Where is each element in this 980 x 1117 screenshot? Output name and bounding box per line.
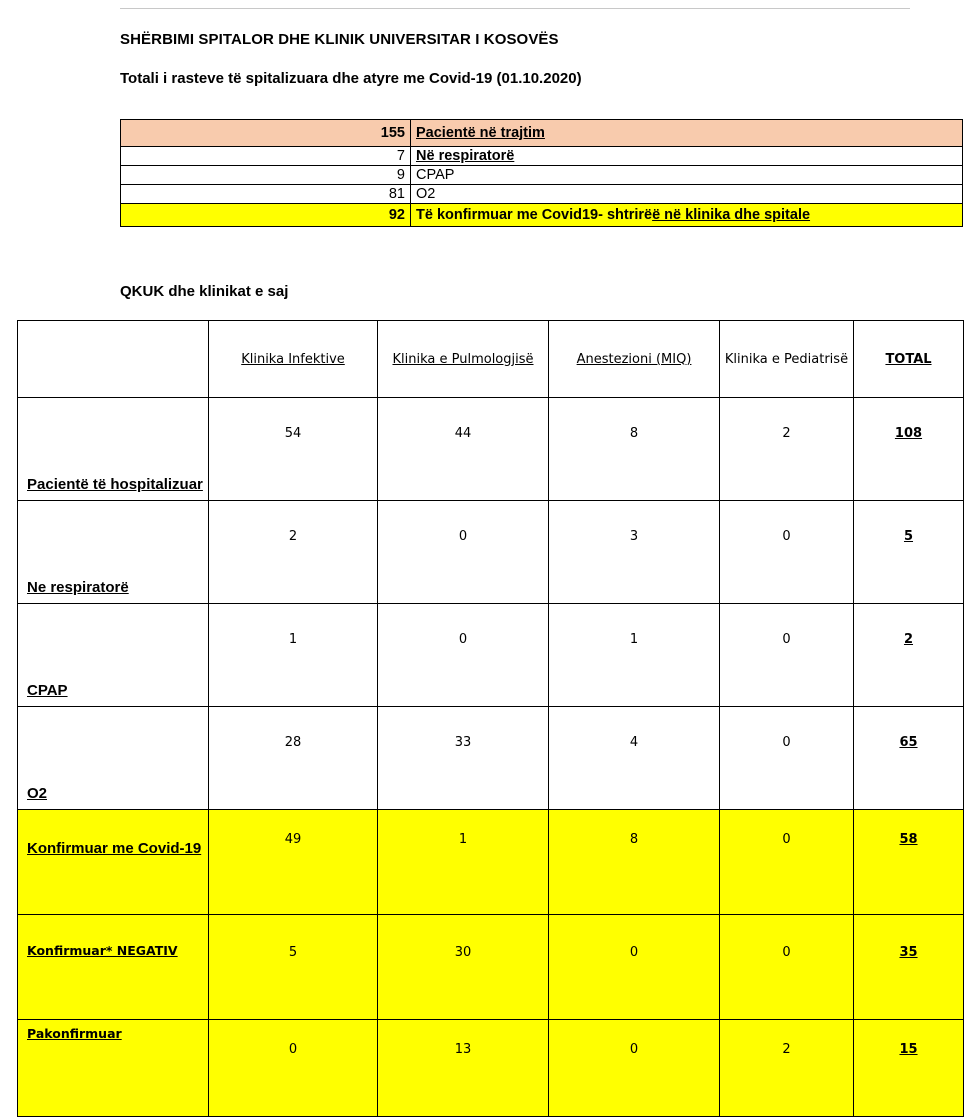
cell-value: 8 — [549, 810, 720, 915]
table-row — [18, 915, 964, 1020]
cell-value: 0 — [209, 1020, 378, 1117]
cell-value: 28 — [209, 707, 378, 810]
cell-total: 65 — [854, 707, 964, 810]
cell-value: 0 — [549, 1020, 720, 1117]
col-header: Klinika e Pulmologjisë — [378, 321, 549, 398]
summary-row-respirator — [121, 147, 963, 166]
cell-value: 5 — [209, 915, 378, 1020]
cell-value: 1 — [209, 604, 378, 707]
row-label: Konfirmuar* NEGATIV — [18, 915, 209, 1020]
table-row — [18, 707, 964, 810]
cell-total: 2 — [854, 604, 964, 707]
col-header-total: TOTAL — [854, 321, 964, 398]
cell-value: 0 — [720, 915, 854, 1020]
table-row — [18, 398, 964, 501]
cell-value: 54 — [209, 398, 378, 501]
col-header: Klinika Infektive — [209, 321, 378, 398]
row-label: Konfirmuar me Covid-19 — [18, 810, 209, 915]
col-header: Anestezioni (MIQ) — [549, 321, 720, 398]
cell-value: 0 — [720, 501, 854, 604]
cell-value: 33 — [378, 707, 549, 810]
cell-value: 8 — [549, 398, 720, 501]
table-row — [18, 1020, 964, 1117]
cell-value: 3 — [549, 501, 720, 604]
cell-value: 1 — [378, 810, 549, 915]
cell-total: 58 — [854, 810, 964, 915]
summary-row-o2 — [121, 185, 963, 204]
summary-value: 9 — [121, 166, 411, 185]
cell-value: 44 — [378, 398, 549, 501]
cell-value: 49 — [209, 810, 378, 915]
cell-value: 2 — [720, 398, 854, 501]
cell-value: 2 — [720, 1020, 854, 1117]
cell-value: 0 — [720, 604, 854, 707]
table-row — [18, 604, 964, 707]
cell-value: 1 — [549, 604, 720, 707]
report-subtitle: Totali i rasteve të spitalizuara dhe atyre me Covid-19 (01.10.2020) — [120, 70, 582, 87]
empty-header-cell — [18, 321, 209, 398]
table-row — [18, 810, 964, 915]
cell-value: 0 — [378, 501, 549, 604]
summary-value: 81 — [121, 185, 411, 204]
summary-value: 155 — [121, 120, 411, 147]
summary-label — [411, 204, 963, 227]
summary-row-cpap — [121, 166, 963, 185]
section-title: QKUK dhe klinikat e saj — [120, 283, 289, 300]
summary-label: CPAP — [411, 166, 963, 185]
row-label: Ne respiratorë — [18, 501, 209, 604]
cell-value: 0 — [549, 915, 720, 1020]
cell-value: 0 — [720, 707, 854, 810]
cell-value: 13 — [378, 1020, 549, 1117]
cell-total: 108 — [854, 398, 964, 501]
cell-total: 15 — [854, 1020, 964, 1117]
summary-value: 92 — [121, 204, 411, 227]
row-label: Pacientë të hospitalizuar — [18, 398, 209, 501]
table-row — [18, 501, 964, 604]
cell-value: 2 — [209, 501, 378, 604]
cell-value: 30 — [378, 915, 549, 1020]
col-header: Klinika e Pediatrisë — [720, 321, 854, 398]
clinics-table — [17, 320, 964, 1117]
summary-label: Pacientë në trajtim — [411, 120, 963, 147]
summary-label: Në respiratorë — [411, 147, 963, 166]
cell-total: 35 — [854, 915, 964, 1020]
cell-total: 5 — [854, 501, 964, 604]
table-header — [18, 321, 964, 398]
row-label: O2 — [18, 707, 209, 810]
row-label: CPAP — [18, 604, 209, 707]
institution-title: SHËRBIMI SPITALOR DHE KLINIK UNIVERSITAR I KOSOVËS — [120, 31, 559, 48]
summary-label-underlined: ë në klinika dhe spitale — [652, 207, 811, 223]
summary-value: 7 — [121, 147, 411, 166]
row-label: Pakonfirmuar — [18, 1020, 209, 1117]
cell-value: 0 — [378, 604, 549, 707]
summary-row-confirmed — [121, 204, 963, 227]
summary-label-part: Të konfirmuar me Covid19- shtrirë — [416, 207, 653, 223]
cell-value: 0 — [720, 810, 854, 915]
top-rule — [120, 8, 910, 9]
cell-value: 4 — [549, 707, 720, 810]
summary-table — [120, 119, 963, 227]
summary-row-patients — [121, 120, 963, 147]
summary-label: O2 — [411, 185, 963, 204]
